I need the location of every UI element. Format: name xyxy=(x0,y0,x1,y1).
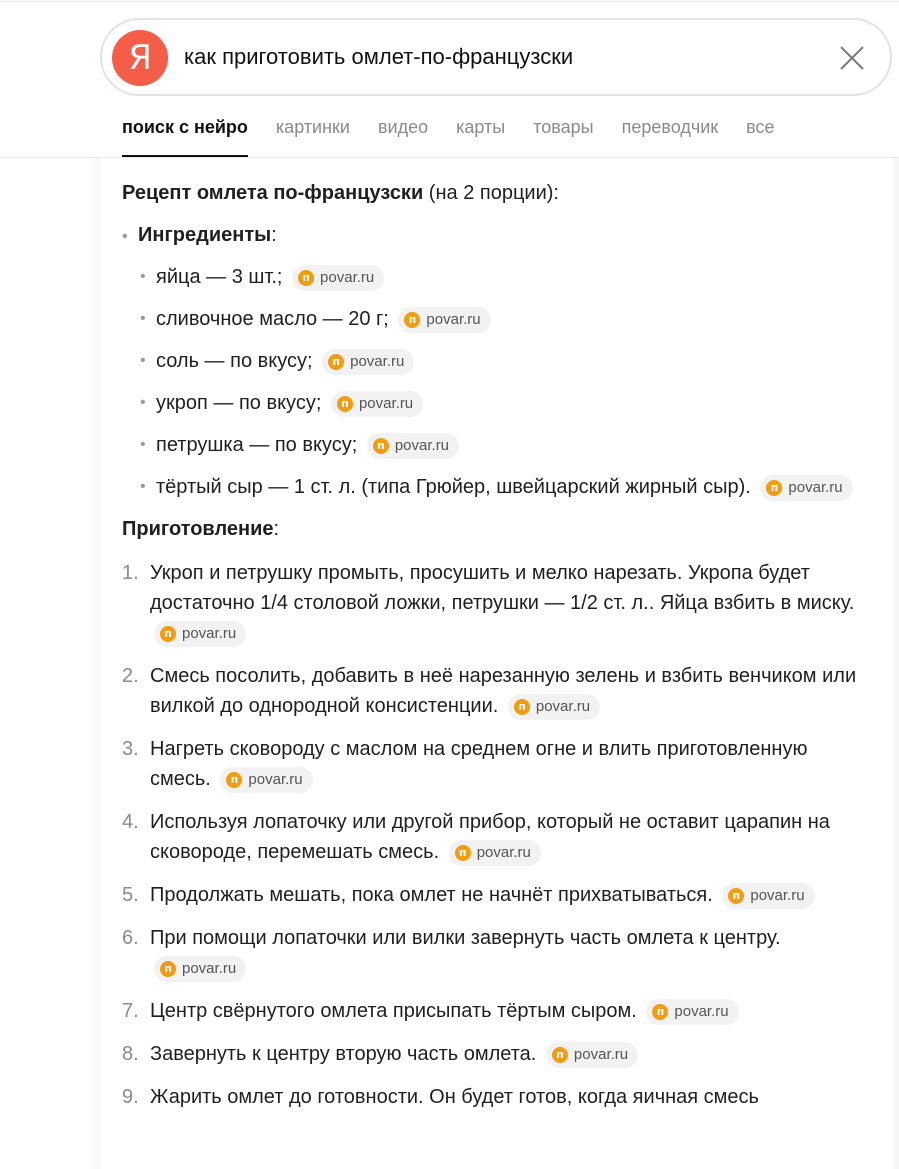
ingredients-list xyxy=(122,262,872,502)
bullet-icon: • xyxy=(140,268,146,285)
source-label: povar.ru xyxy=(320,269,375,286)
ingredient-text: яйца — 3 шт.; xyxy=(156,266,283,288)
step-text: Используя лопаточку или другой прибор, который не оставит царапин на сковороде, перемешать смесь. xyxy=(150,811,830,863)
list-item xyxy=(140,472,872,502)
list-item xyxy=(140,346,872,376)
close-icon xyxy=(838,44,866,72)
yandex-logo-icon[interactable]: Я xyxy=(112,30,168,86)
bullet-icon: • xyxy=(140,478,146,495)
source-link[interactable] xyxy=(322,349,414,375)
preparation-heading: Приготовление: xyxy=(122,518,280,540)
list-item xyxy=(140,430,872,460)
source-label: povar.ru xyxy=(358,395,414,412)
povar-source-icon: п xyxy=(652,1004,668,1020)
preparation-heading-text: Приготовление xyxy=(122,518,274,540)
list-item xyxy=(122,1082,872,1112)
tab-products[interactable]: товары xyxy=(533,117,594,137)
tab-all[interactable]: все xyxy=(746,117,775,137)
top-divider xyxy=(0,1,899,2)
ingredients-heading: • Ингредиенты: xyxy=(122,220,872,252)
search-bar xyxy=(100,18,892,96)
answer-title xyxy=(122,178,872,208)
step-number: 6. xyxy=(122,927,139,949)
step-text: Завернуть к центру вторую часть омлета. xyxy=(150,1043,537,1065)
step-number: 1. xyxy=(122,562,139,584)
source-label: povar.ru xyxy=(674,1003,729,1020)
list-item xyxy=(122,661,872,721)
povar-source-icon: п xyxy=(337,396,353,412)
povar-source-icon: п xyxy=(514,699,530,715)
source-label: povar.ru xyxy=(535,698,591,715)
source-link[interactable] xyxy=(722,883,814,909)
answer-content xyxy=(122,178,872,1125)
list-item xyxy=(122,734,872,794)
ingredient-text: петрушка — по вкусу; xyxy=(156,434,358,456)
step-text: Центр свёрнутого омлета присыпать тёртым сыром. xyxy=(150,1000,637,1022)
list-item xyxy=(122,1039,872,1069)
neuro-answer-card xyxy=(100,158,894,1169)
source-link[interactable] xyxy=(646,999,738,1025)
tab-translator[interactable]: переводчик xyxy=(621,117,719,137)
bullet-icon: • xyxy=(122,228,128,245)
list-item xyxy=(140,262,872,292)
steps-list xyxy=(122,558,872,1112)
list-item xyxy=(140,388,872,418)
list-item xyxy=(122,996,872,1026)
source-label: povar.ru xyxy=(476,844,531,861)
povar-source-icon: п xyxy=(160,626,176,642)
step-number: 7. xyxy=(122,1000,139,1022)
ingredients-heading-text: Ингредиенты xyxy=(138,224,272,246)
povar-source-icon: п xyxy=(298,270,314,286)
step-text: Укроп и петрушку промыть, просушить и мелко нарезать. Укропа будет достаточно 1/4 столовой ложки, петрушки — 1/2 ст. л.. Яйца взбить в миску. xyxy=(150,562,855,614)
step-text: Смесь посолить, добавить в неё нарезанную зелень и взбить венчиком или вилкой до однородной консистенции. xyxy=(150,665,857,717)
source-label: povar.ru xyxy=(573,1046,629,1063)
povar-source-icon: п xyxy=(160,961,176,977)
source-link[interactable] xyxy=(449,840,541,866)
step-text: Продолжать мешать, пока омлет не начнёт прихватываться. xyxy=(150,884,713,906)
povar-source-icon: п xyxy=(328,354,344,370)
tab-maps[interactable]: карты xyxy=(456,117,506,137)
list-item xyxy=(122,880,872,910)
source-label: povar.ru xyxy=(788,479,843,496)
source-link[interactable] xyxy=(398,307,490,333)
search-tabs xyxy=(122,112,803,158)
source-label: povar.ru xyxy=(248,771,303,788)
povar-source-icon: п xyxy=(728,888,744,904)
card-shadow xyxy=(894,158,899,1169)
bullet-icon: • xyxy=(140,436,146,453)
source-label: povar.ru xyxy=(426,311,481,328)
ingredient-text: соль — по вкусу; xyxy=(156,350,313,372)
source-link[interactable] xyxy=(331,391,423,417)
source-link[interactable] xyxy=(292,265,384,291)
source-label: povar.ru xyxy=(750,887,805,904)
clear-search-button[interactable] xyxy=(838,44,866,72)
povar-source-icon: п xyxy=(404,312,420,328)
step-number: 2. xyxy=(122,665,139,687)
source-link[interactable] xyxy=(367,433,459,459)
source-label: povar.ru xyxy=(350,353,405,370)
source-link[interactable] xyxy=(760,475,852,501)
povar-source-icon: п xyxy=(766,480,782,496)
step-number: 8. xyxy=(122,1043,139,1065)
step-number: 4. xyxy=(122,811,139,833)
list-item xyxy=(140,304,872,334)
card-shadow xyxy=(88,158,100,1169)
source-link[interactable] xyxy=(154,956,246,982)
source-link[interactable] xyxy=(546,1042,638,1068)
tab-neuro-search[interactable]: поиск с нейро xyxy=(122,112,248,158)
ingredient-text: укроп — по вкусу; xyxy=(156,392,322,414)
ingredient-text: сливочное масло — 20 г; xyxy=(156,308,389,330)
povar-source-icon: п xyxy=(373,438,389,454)
step-text: Нагреть сковороду с маслом на среднем огне и влить приготовленную смесь. xyxy=(150,738,808,790)
list-item xyxy=(122,807,872,867)
bullet-icon: • xyxy=(140,394,146,411)
step-number: 3. xyxy=(122,738,139,760)
tab-video[interactable]: видео xyxy=(377,117,429,137)
source-link[interactable] xyxy=(508,694,600,720)
povar-source-icon: п xyxy=(226,772,242,788)
source-label: povar.ru xyxy=(394,437,450,454)
search-input[interactable] xyxy=(184,20,804,94)
source-label: povar.ru xyxy=(182,960,237,977)
bullet-icon: • xyxy=(140,310,146,327)
step-number: 5. xyxy=(122,884,139,906)
source-link[interactable] xyxy=(154,621,246,647)
step-number: 9. xyxy=(122,1086,139,1108)
povar-source-icon: п xyxy=(552,1047,568,1063)
ingredient-text: тёртый сыр — 1 ст. л. (типа Грюйер, швейцарский жирный сыр). xyxy=(156,476,751,498)
list-item xyxy=(122,923,872,983)
source-label: povar.ru xyxy=(182,625,237,642)
answer-title-rest: (на 2 порции): xyxy=(423,182,559,204)
source-link[interactable] xyxy=(220,767,312,793)
list-item xyxy=(122,558,872,648)
step-text: Жарить омлет до готовности. Он будет готов, когда яичная смесь xyxy=(150,1086,759,1108)
answer-title-bold: Рецепт омлета по-французски xyxy=(122,182,424,204)
bullet-icon: • xyxy=(140,352,146,369)
step-text: При помощи лопаточки или вилки завернуть часть омлета к центру. xyxy=(150,927,781,949)
povar-source-icon: п xyxy=(455,845,471,861)
tab-images[interactable]: картинки xyxy=(275,117,350,137)
